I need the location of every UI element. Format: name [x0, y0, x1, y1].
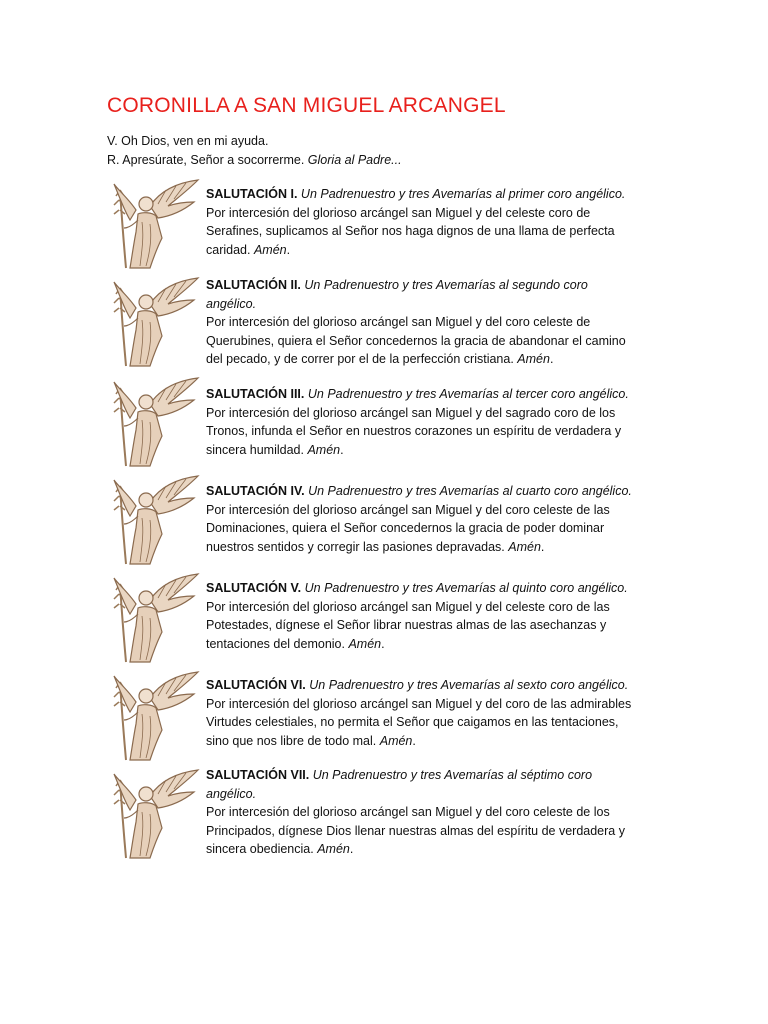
salutation-rubric: Un Padrenuestro y tres Avemarías al tercer coro angélico.	[307, 387, 629, 401]
angel-icon	[106, 766, 202, 862]
angel-icon	[106, 374, 202, 470]
amen-text: Amén	[307, 442, 341, 457]
salutation-7	[206, 766, 636, 859]
amen-text: Amén	[317, 842, 350, 856]
amen-text: Amén	[379, 733, 413, 748]
salutation-rubric: Un Padrenuestro y tres Avemarías al quinto coro angélico.	[304, 581, 628, 595]
versicle-text: V. Oh Dios, ven en mi ayuda.	[107, 134, 269, 148]
salutation-5	[206, 579, 636, 653]
period-text: .	[286, 242, 291, 257]
intro-block	[107, 132, 402, 170]
salutation-1	[206, 185, 636, 259]
salutation-heading: SALUTACIÓN I.	[206, 187, 298, 201]
amen-text: Amén	[348, 636, 382, 651]
period-text: .	[381, 636, 385, 651]
salutation-4	[206, 482, 636, 556]
gloria-text: Gloria al Padre...	[307, 153, 402, 167]
response-line	[107, 151, 402, 170]
salutation-heading: SALUTACIÓN IV.	[206, 484, 305, 498]
salutation-prayer: Por intercesión del glorioso arcángel san Miguel y del celeste coro de Serafines, suplicamos al Señor nos haga dignos de una llama de perfecta caridad.	[206, 205, 615, 257]
salutation-heading: SALUTACIÓN V.	[206, 581, 302, 595]
angel-icon	[106, 176, 202, 272]
salutation-prayer: Por intercesión del glorioso arcángel san Miguel y del coro de las admirables Virtudes celestiales, no permita el Señor que caigamos en las tentaciones, sino que nos libre de todo mal.	[206, 696, 632, 748]
salutation-prayer: Por intercesión del glorioso arcángel san Miguel y del coro celeste de Querubines, quiera el Señor concedernos la gracia de abandonar el camino del pecado, y de correr por el de la perfección cristiana.	[206, 315, 626, 366]
salutation-2	[206, 276, 636, 369]
period-text: .	[340, 442, 344, 457]
angel-icon	[106, 274, 202, 370]
page-title: CORONILLA A SAN MIGUEL ARCANGEL	[107, 94, 506, 117]
salutation-6	[206, 676, 636, 750]
salutation-prayer: Por intercesión del glorioso arcángel san Miguel y del coro celeste de las Dominaciones, quiera el Señor concedernos la gracia de poder dominar nuestros sentidos y corregir las pasiones depravadas.	[206, 502, 610, 554]
angel-icon	[106, 570, 202, 666]
salutation-prayer: Por intercesión del glorioso arcángel san Miguel y del coro celeste de los Principados, dígnese Dios llenar nuestras almas del espíritu de verdadera y sincera obediencia.	[206, 805, 625, 856]
versicle-line	[107, 132, 402, 151]
period-text: .	[549, 352, 554, 366]
salutation-heading: SALUTACIÓN VII.	[206, 768, 310, 782]
salutation-rubric: Un Padrenuestro y tres Avemarías al primer coro angélico.	[300, 187, 626, 201]
salutation-prayer: Por intercesión del glorioso arcángel san Miguel y del sagrado coro de los Tronos, infunda el Señor en nuestros corazones un espíritu de verdadera y sincera humildad.	[206, 405, 622, 457]
salutation-heading: SALUTACIÓN VI.	[206, 678, 306, 692]
amen-text: Amén	[508, 539, 541, 554]
salutation-heading: SALUTACIÓN III.	[206, 387, 305, 401]
period-text: .	[540, 539, 545, 554]
period-text: .	[412, 733, 416, 748]
angel-icon	[106, 668, 202, 764]
response-text: R. Apresúrate, Señor a socorrerme.	[107, 153, 305, 167]
amen-text: Amén	[253, 242, 287, 257]
salutation-3	[206, 385, 636, 459]
salutation-rubric: Un Padrenuestro y tres Avemarías al cuarto coro angélico.	[308, 484, 632, 498]
salutation-rubric: Un Padrenuestro y tres Avemarías al séptimo coro angélico.	[206, 768, 593, 801]
salutation-rubric: Un Padrenuestro y tres Avemarías al segundo coro angélico.	[206, 278, 588, 311]
salutation-prayer: Por intercesión del glorioso arcángel san Miguel y del celeste coro de las Potestades, dígnese el Señor librar nuestras almas de las asechanzas y tentaciones del demonio.	[206, 599, 610, 651]
angel-icon	[106, 472, 202, 568]
salutation-heading: SALUTACIÓN II.	[206, 278, 301, 292]
amen-text: Amén	[517, 352, 550, 366]
salutation-rubric: Un Padrenuestro y tres Avemarías al sexto coro angélico.	[309, 678, 629, 692]
period-text: .	[349, 842, 354, 856]
